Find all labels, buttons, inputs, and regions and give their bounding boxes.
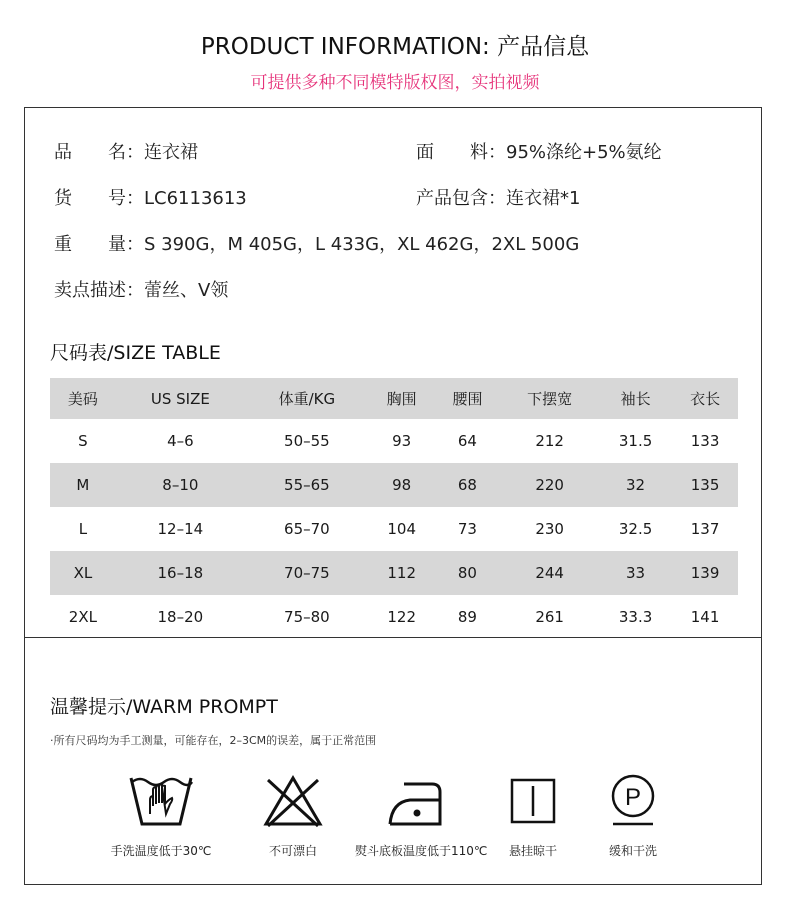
care-label: 悬挂晾干 (508, 844, 557, 858)
hang-dry-icon (498, 772, 568, 832)
info-sku-label: 货 号： (54, 188, 144, 209)
table-cell: 141 (690, 608, 720, 626)
no-bleach-icon (258, 772, 328, 832)
table-cell: 80 (457, 564, 477, 582)
page-subtitle: 可提供多种不同模特版权图，实拍视频 (250, 73, 540, 93)
care-item-dry-clean (573, 772, 693, 858)
care-label: 不可漂白 (268, 844, 317, 858)
info-fabric-value: 95%涤纶+5%氨纶 (506, 142, 662, 163)
table-cell: 122 (387, 608, 416, 626)
table-cell: S (78, 432, 88, 450)
table-cell: 112 (387, 564, 416, 582)
info-weight-value: S 390G，M 405G，L 433G，XL 462G，2XL 500G (144, 234, 580, 255)
table-cell: 12–14 (157, 520, 204, 538)
table-cell: 135 (690, 476, 720, 494)
dry-clean-icon (598, 772, 668, 832)
table-row (50, 419, 738, 463)
info-selling-label: 卖点描述： (54, 280, 144, 301)
info-package (416, 184, 580, 210)
table-cell: 31.5 (618, 432, 653, 450)
table-row (50, 507, 738, 551)
table-cell: 70–75 (284, 564, 330, 582)
table-cell: 212 (535, 432, 564, 450)
table-cell: 2XL (68, 608, 97, 626)
table-cell: XL (73, 564, 93, 582)
care-label: 手洗温度低于30℃ (110, 844, 212, 858)
table-cell: 32 (626, 476, 646, 494)
table-cell: 18–20 (157, 608, 204, 626)
table-row (50, 595, 738, 639)
size-table-header-row (50, 378, 738, 419)
table-cell: 89 (457, 608, 477, 626)
size-table-header: 胸围 (386, 390, 417, 408)
care-label: 熨斗底板温度低于110℃ (355, 844, 488, 858)
table-cell: 73 (457, 520, 477, 538)
hand-wash-icon (126, 772, 196, 832)
table-cell: 244 (535, 564, 564, 582)
iron-icon (380, 772, 450, 832)
care-item-no-bleach (233, 772, 353, 858)
info-name-value: 连衣裙 (144, 142, 198, 163)
table-cell: 4–6 (167, 432, 194, 450)
svg-text:P: P (624, 784, 642, 811)
table-cell: 220 (535, 476, 564, 494)
info-selling-points (54, 276, 228, 302)
measurement-note: ·所有尺码均为手工测量，可能存在，2–3CM的误差，属于正常范围 (50, 734, 377, 747)
table-cell: 50–55 (284, 432, 330, 450)
size-table-header: 体重/KG (278, 390, 336, 408)
size-table-header: 下摆宽 (527, 390, 573, 408)
size-table (50, 378, 738, 639)
size-table-header: US SIZE (150, 389, 210, 408)
table-row (50, 551, 738, 595)
size-table-title: 尺码表/SIZE TABLE (50, 342, 221, 364)
table-cell: 8–10 (162, 476, 199, 494)
size-table-header: 腰围 (452, 390, 483, 408)
table-cell: 104 (387, 520, 416, 538)
info-name (54, 138, 198, 164)
info-package-label: 产品包含： (416, 188, 506, 209)
size-table-header: 美码 (67, 390, 98, 408)
care-label: 缓和干洗 (608, 844, 657, 858)
table-cell: 64 (457, 432, 477, 450)
table-cell: 261 (535, 608, 564, 626)
table-cell: 68 (457, 476, 477, 494)
table-cell: 32.5 (618, 520, 653, 538)
care-item-iron (355, 772, 488, 858)
table-cell: 98 (392, 476, 412, 494)
table-cell: 33 (626, 564, 646, 582)
size-table-header: 袖长 (620, 390, 651, 408)
table-cell: 137 (690, 520, 720, 538)
info-package-value: 连衣裙*1 (506, 188, 581, 209)
info-name-label: 品 名： (54, 142, 144, 163)
size-table-header: 衣长 (690, 390, 721, 408)
page-title: PRODUCT INFORMATION: 产品信息 (200, 34, 590, 60)
table-cell: 55–65 (284, 476, 330, 494)
info-fabric (416, 138, 662, 164)
table-cell: 139 (690, 564, 720, 582)
table-cell: L (78, 520, 88, 538)
table-cell: 75–80 (284, 608, 330, 626)
table-cell: M (76, 476, 90, 494)
info-weight-label: 重 量： (54, 234, 144, 255)
table-cell: 93 (392, 432, 412, 450)
table-row (50, 463, 738, 507)
info-sku (54, 184, 247, 210)
warm-prompt-title: 温馨提示/WARM PROMPT (50, 696, 278, 718)
info-selling-value: 蕾丝、V领 (144, 280, 229, 301)
table-cell: 133 (690, 432, 720, 450)
table-cell: 230 (535, 520, 564, 538)
info-sku-value: LC6113613 (144, 188, 247, 209)
table-cell: 65–70 (284, 520, 330, 538)
table-cell: 33.3 (618, 608, 653, 626)
care-item-hand-wash (101, 772, 221, 858)
info-fabric-label: 面 料： (416, 142, 506, 163)
table-cell: 16–18 (157, 564, 204, 582)
info-weight (54, 230, 579, 256)
